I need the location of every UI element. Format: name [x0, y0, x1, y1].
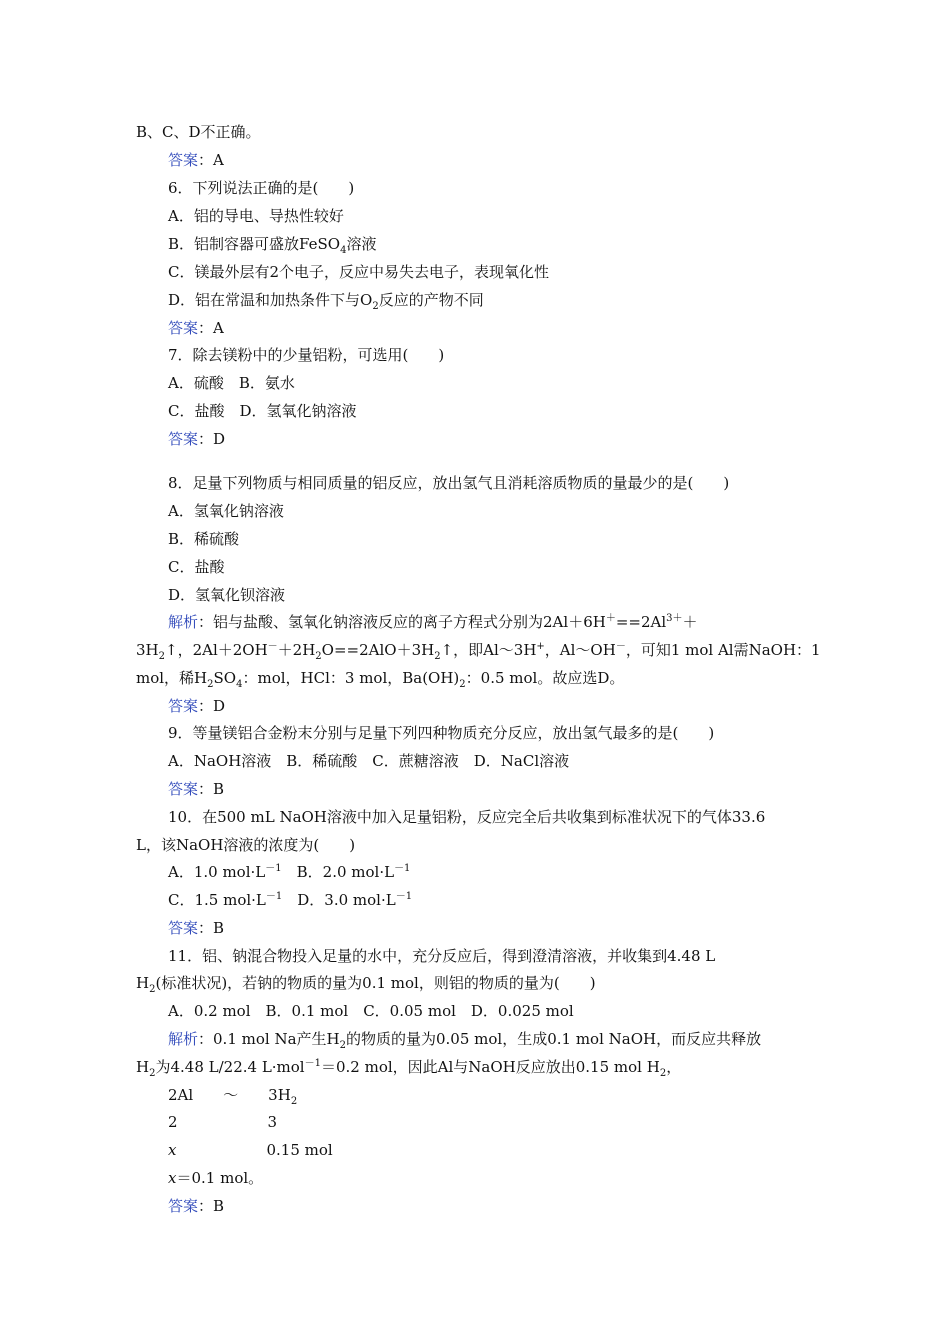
text-line: A．0.2 mol B．0.1 mol C．0.05 mol D．0.025 mol: [168, 1002, 574, 1020]
text-line: 答案：A: [168, 151, 224, 169]
text-line: A．1.0 $mol\cdot L^{-1}$ B．2.0 $mol\cdot L^{-1}$: [168, 863, 411, 881]
text-line: C．1.5 $mol\cdot L^{-1}$ D．3.0 $mol\cdot L^{-1}$: [168, 891, 413, 909]
text-line: 答案：B: [168, 1197, 225, 1215]
text-line: 9．等量镁铝合金粉末分别与足量下列四种物质充分反应，放出氢气最多的是( ): [168, 724, 715, 742]
text-line: B、C、D不正确。: [136, 123, 261, 141]
text-line: mol，稀$H_2SO_4$：mol，HCl：3 mol，$Ba(OH)_2$：0.5 mol。故应选D。: [136, 669, 625, 690]
text-line: C．镁最外层有2个电子，反应中易失去电子，表现氧化性: [168, 263, 550, 281]
text-line: x＝0.1 mol。: [168, 1169, 264, 1187]
text-line: $H_2$(标准状况)，若钠的物质的量为0.1 mol，则铝的物质的量为( ): [136, 974, 596, 995]
text-line: C．盐酸 D．氢氧化钠溶液: [168, 402, 357, 420]
text-line: 11．铝、钠混合物投入足量的水中，充分反应后，得到澄清溶液，并收集到4.48 L: [168, 947, 716, 965]
text-line: 6．下列说法正确的是( ): [168, 179, 355, 197]
text-line: A．铝的导电、导热性较好: [168, 207, 344, 225]
text-line: B．铝制容器可盛放FeSO$_4$溶液: [168, 235, 377, 256]
text-line: 解析：铝与盐酸、氢氧化钠溶液反应的离子方程式分别为$2Al+6H^+==2Al^{3+}+$: [168, 613, 698, 631]
text-line: 答案：B: [168, 919, 225, 937]
text-line: 2 3: [168, 1113, 278, 1131]
text-line: 答案：A: [168, 319, 224, 337]
text-line: 2Al ～ $3H_2$: [168, 1086, 298, 1107]
text-line: A．氢氧化钠溶液: [168, 502, 284, 520]
text-line: A．硫酸 B．氨水: [168, 374, 295, 392]
text-line: B．稀硫酸: [168, 530, 240, 548]
text-line: 8．足量下列物质与相同质量的铝反应，放出氢气且消耗溶质物质的量最少的是( ): [168, 474, 730, 492]
text-line: $3H_2↑$，$2Al+2OH^-+2H_2O==2AlO+3H_2↑$，即Al～3H+，Al～OH－，可知1 mol Al需NaOH：1: [136, 641, 821, 662]
text-line: A．NaOH溶液 B．稀硫酸 C．蔗糖溶液 D．NaCl溶液: [168, 752, 570, 770]
text-line: x 0.15 mol: [168, 1141, 333, 1159]
text-line: 7．除去镁粉中的少量铝粉，可选用( ): [168, 346, 445, 364]
text-line: 答案：B: [168, 780, 225, 798]
text-line: D．铝在常温和加热条件下与$O_2$反应的产物不同: [168, 291, 484, 312]
text-line: 答案：D: [168, 697, 226, 715]
text-line: L，该NaOH溶液的浓度为( ): [136, 836, 356, 854]
text-line: 10．在500 mL NaOH溶液中加入足量铝粉，反应完全后共收集到标准状况下的气体33.6: [168, 808, 766, 826]
text-line: $H_2$为4.48 L/22.4 L·mol$^{-1}$＝0.2 mol，因此Al与NaOH反应放出0.15 mol $H_2$，: [136, 1058, 682, 1079]
text-line: 答案：D: [168, 430, 226, 448]
text-line: D．氢氧化钡溶液: [168, 586, 286, 604]
text-line: 解析：0.1 mol Na产生$H_2$的物质的量为0.05 mol，生成0.1 mol NaOH，而反应共释放: [168, 1030, 762, 1051]
text-line: C．盐酸: [168, 558, 225, 576]
